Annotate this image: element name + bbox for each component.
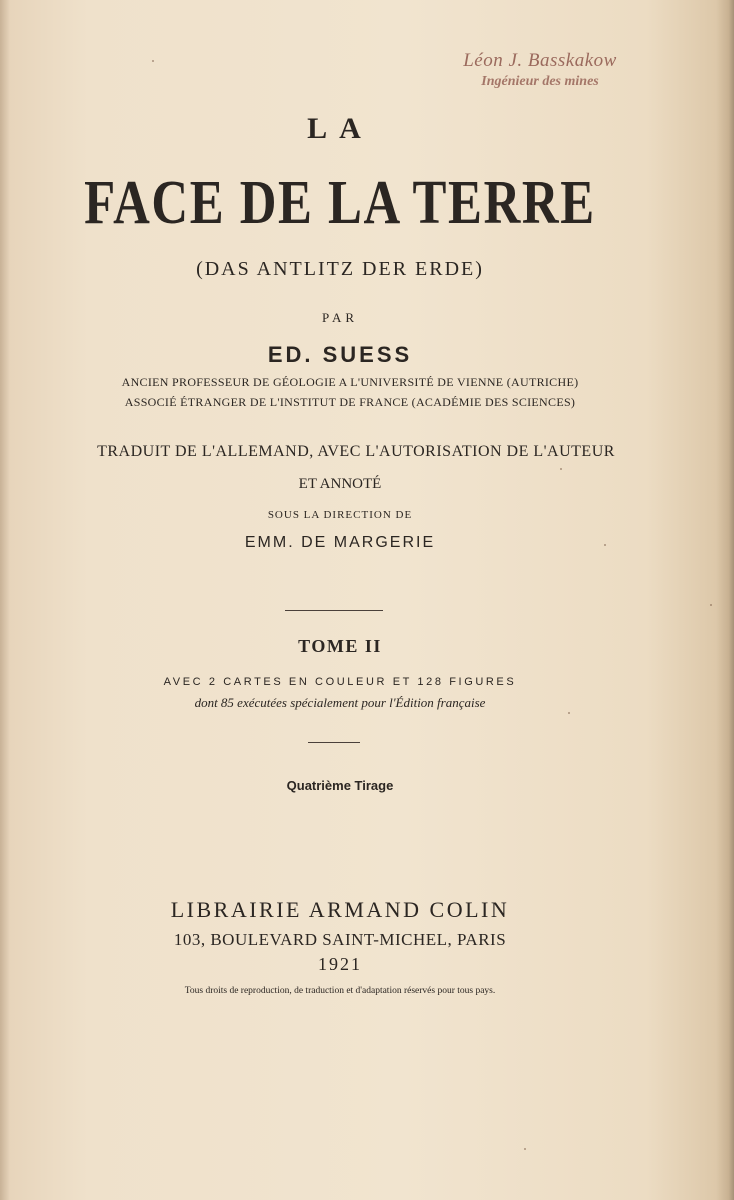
paper-speck — [524, 1148, 526, 1150]
author-name: ED. SUESS — [267, 342, 413, 367]
author-prefix: PAR — [321, 310, 359, 325]
publication-year: 1921 — [318, 954, 362, 974]
volume-contents: AVEC 2 CARTES EN COULEUR ET 128 FIGURES — [163, 676, 517, 688]
translation-note: TRADUIT DE L'ALLEMAND, AVEC L'AUTORISATION DE L'AUTEUR — [97, 443, 615, 460]
annotation-note: ET ANNOTÉ — [298, 476, 382, 492]
title-article: LA — [307, 112, 373, 145]
page-right-shadow — [716, 0, 734, 1200]
editor-name: EMM. DE MARGERIE — [244, 534, 436, 551]
volume-number: TOME II — [298, 636, 382, 656]
stamp-owner-name: Léon J. Basskakow — [463, 50, 617, 71]
paper-speck — [568, 712, 570, 714]
printing-edition: Quatrième Tirage — [286, 778, 394, 793]
volume-note: dont 85 exécutées spécialement pour l'Édition française — [194, 695, 486, 710]
paper-speck — [560, 468, 562, 470]
author-credential-1: ANCIEN PROFESSEUR DE GÉOLOGIE A L'UNIVERSITÉ DE VIENNE (AUTRICHE) — [121, 375, 579, 389]
stamp-owner-role: Ingénieur des mines — [481, 74, 599, 89]
book-title: FACE DE LA TERRE — [84, 169, 596, 237]
publisher-name: LIBRAIRIE ARMAND COLIN — [170, 897, 510, 922]
author-credential-2: ASSOCIÉ ÉTRANGER DE L'INSTITUT DE FRANCE (ACADÉMIE DES SCIENCES) — [124, 395, 576, 409]
divider-rule — [285, 610, 383, 611]
book-subtitle: (DAS ANTLITZ DER ERDE) — [196, 258, 484, 280]
paper-speck — [604, 544, 606, 546]
direction-label: SOUS LA DIRECTION DE — [267, 509, 413, 521]
divider-rule-short — [308, 742, 360, 743]
paper-speck — [710, 604, 712, 606]
publisher-address: 103, BOULEVARD SAINT-MICHEL, PARIS — [173, 930, 507, 949]
rights-notice: Tous droits de reproduction, de traduction et d'adaptation réservés pour tous pays. — [184, 986, 496, 996]
paper-speck — [152, 60, 154, 62]
owner-stamp — [430, 50, 650, 90]
page-left-shadow — [0, 0, 10, 1200]
